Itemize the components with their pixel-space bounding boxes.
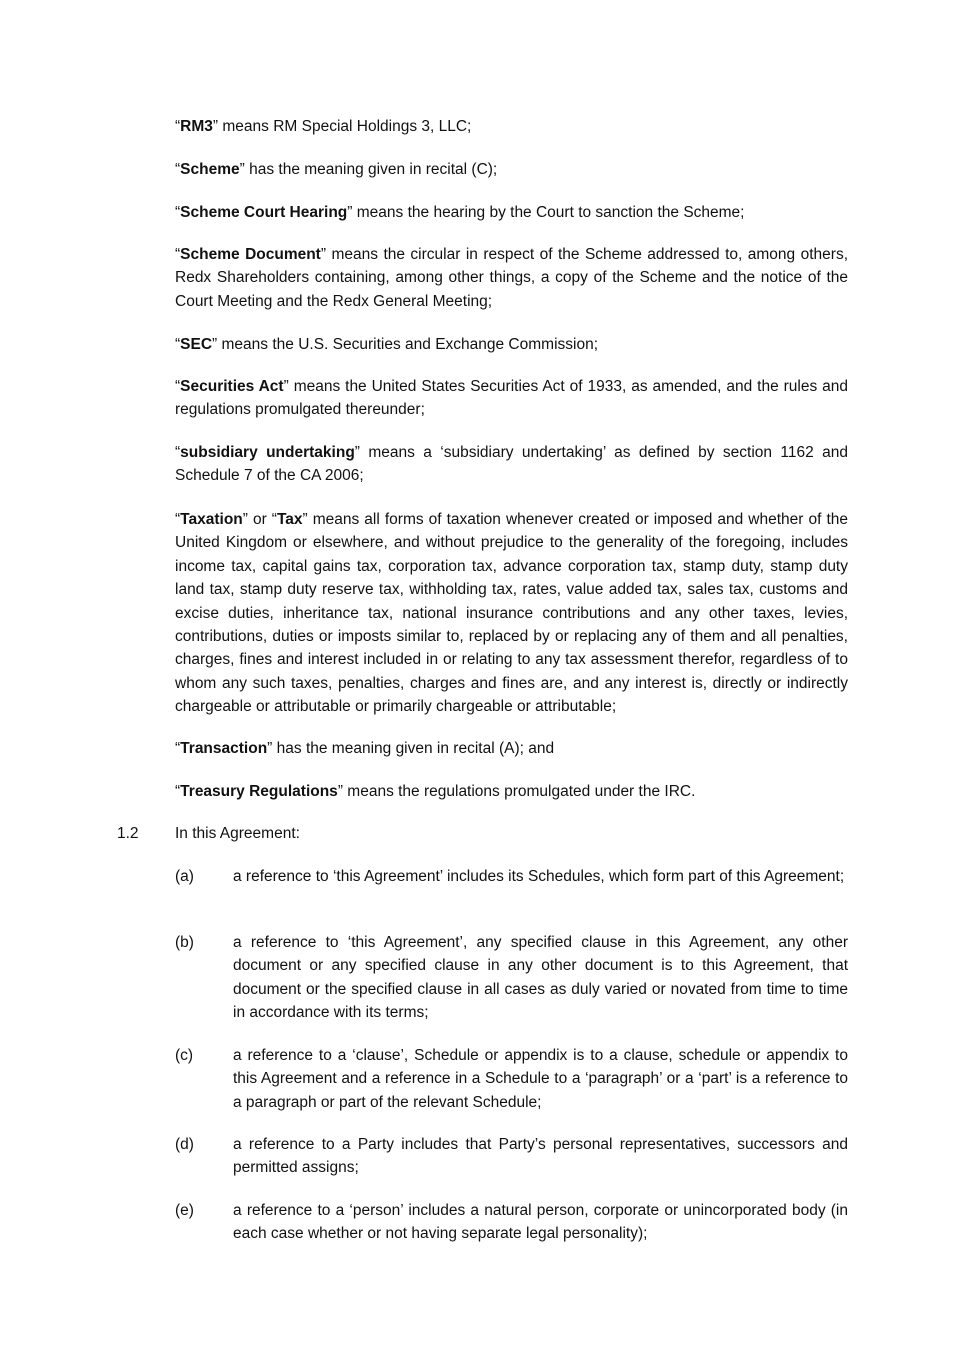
list-item-label: (a) xyxy=(175,868,194,885)
definition-taxation: “Taxation” or “Tax” means all forms of taxation whenever created or imposed and whether of the United Kingdom or elsewhere, and without prejudice to the generality of the foregoing, includes income tax, capital gains tax, corporation tax, advance corporation tax, stamp duty, stamp duty land tax, stamp duty reserve tax, withholding tax, rates, value added tax, sales tax, customs and excise duties, inheritance tax, national insurance contributions and any other taxes, levies, contributions, duties or imposts similar to, replaced by or replacing any of them and all penalties, charges, fines and interest included in or relating to any tax assessment therefor, regardless of to whom any such taxes, penalties, charges and fines are, and any interest is, directly or indirectly chargeable or attributable or primarily chargeable or attributable; xyxy=(175,511,849,716)
defined-term: RM3 xyxy=(180,118,213,135)
list-item-label: (d) xyxy=(175,1136,194,1153)
defined-term: Scheme xyxy=(180,161,240,178)
definition-text: means all forms of taxation whenever created or imposed and whether of the United Kingdom or elsewhere, and without prejudice to the generality of the foregoing, includes income tax, capital gains tax, corporation tax, advance corporation tax, stamp duty, stamp duty land tax, stamp duty reserve tax, withholding tax, rates, value added tax, sales tax, customs and excise duties, inheritance tax, national insurance contributions and any other taxes, levies, contributions, duties or imposts similar to, replaced by or replacing any of them and all penalties, charges, fines and interest included in or relating to any tax assessment therefor, regardless of to whom any such taxes, penalties, charges and fines are, and any interest is, directly or indirectly chargeable or attributable or primarily chargeable or attributable; xyxy=(175,511,849,716)
list-item-text: a reference to a ‘clause’, Schedule or appendix is to a clause, schedule or appendix to this Agreement and a reference in a Schedule to a ‘paragraph’ or a ‘part’ is a reference to a paragraph or part of the relevant Schedule; xyxy=(233,1047,848,1111)
definition-sec: “SEC” means the U.S. Securities and Exchange Commission; xyxy=(175,336,599,353)
list-item-text: a reference to a ‘person’ includes a natural person, corporate or unincorporated body (in each case whether or not having separate legal personality); xyxy=(233,1202,848,1243)
defined-term: Taxation xyxy=(180,511,243,528)
list-item-text: a reference to ‘this Agreement’ includes its Schedules, which form part of this Agreement; xyxy=(233,868,845,885)
clause-number: 1.2 xyxy=(117,825,139,842)
term-separator: ” or “ xyxy=(242,511,277,528)
list-item-label: (c) xyxy=(175,1047,194,1064)
defined-term-alt: Tax xyxy=(276,511,303,528)
definition-text: has the meaning given in recital (A); and xyxy=(272,740,555,757)
definition-treasury-regulations: “Treasury Regulations” means the regulations promulgated under the IRC. xyxy=(175,783,696,800)
defined-term: Treasury Regulations xyxy=(180,783,338,800)
definition-text: means a ‘subsidiary undertaking’ as defined by section 1162 and Schedule 7 of the CA 2006; xyxy=(175,444,848,485)
definition-scheme-court-hearing: “Scheme Court Hearing” means the hearing by the Court to sanction the Scheme; xyxy=(175,204,745,221)
defined-term: SEC xyxy=(180,336,213,353)
list-item-text: a reference to ‘this Agreement’, any specified clause in this Agreement, any other document or any specified clause in any other document is to this Agreement, that document or the specified clause in all cases as duly varied or novated from time to time in accordance with its terms; xyxy=(233,934,848,1022)
definition-text: means the hearing by the Court to sanction the Scheme; xyxy=(352,204,745,221)
definition-securities-act: “Securities Act” means the United States Securities Act of 1933, as amended, and the rules and regulations promulgated thereunder; xyxy=(175,378,848,419)
list-item-label: (b) xyxy=(175,934,194,951)
defined-term: Transaction xyxy=(180,740,268,757)
definition-text: means the U.S. Securities and Exchange Commission; xyxy=(217,336,599,353)
defined-term: Securities Act xyxy=(180,378,284,395)
defined-term: subsidiary undertaking xyxy=(180,444,355,461)
list-item-text: a reference to a Party includes that Party’s personal representatives, successors and permitted assigns; xyxy=(233,1136,848,1177)
clause-heading: In this Agreement: xyxy=(175,825,300,842)
definition-text: means the regulations promulgated under the IRC. xyxy=(342,783,696,800)
definition-subsidiary-undertaking: “subsidiary undertaking” means a ‘subsidiary undertaking’ as defined by section 1162 and Schedule 7 of the CA 2006; xyxy=(175,444,848,485)
definition-text: means the United States Securities Act of 1933, as amended, and the rules and regulations promulgated thereunder; xyxy=(175,378,848,419)
definition-rm3: “RM3” means RM Special Holdings 3, LLC; xyxy=(175,118,472,135)
definition-text: means the circular in respect of the Scheme addressed to, among others, Redx Shareholders containing, among other things, a copy of the Scheme and the notice of the Court Meeting and the Redx General Meeting; xyxy=(175,246,848,310)
list-item-label: (e) xyxy=(175,1202,194,1219)
definition-text: means RM Special Holdings 3, LLC; xyxy=(218,118,472,135)
definition-transaction: “Transaction” has the meaning given in recital (A); and xyxy=(175,740,555,757)
definition-scheme: “Scheme” has the meaning given in recital (C); xyxy=(175,161,498,178)
defined-term: Scheme Court Hearing xyxy=(180,204,348,221)
defined-term: Scheme Document xyxy=(180,246,321,263)
definition-text: has the meaning given in recital (C); xyxy=(244,161,498,178)
definition-scheme-document: “Scheme Document” means the circular in respect of the Scheme addressed to, among others, Redx Shareholders containing, among other things, a copy of the Scheme and the notice of the Court Meeting and the Redx General Meeting; xyxy=(175,246,848,310)
